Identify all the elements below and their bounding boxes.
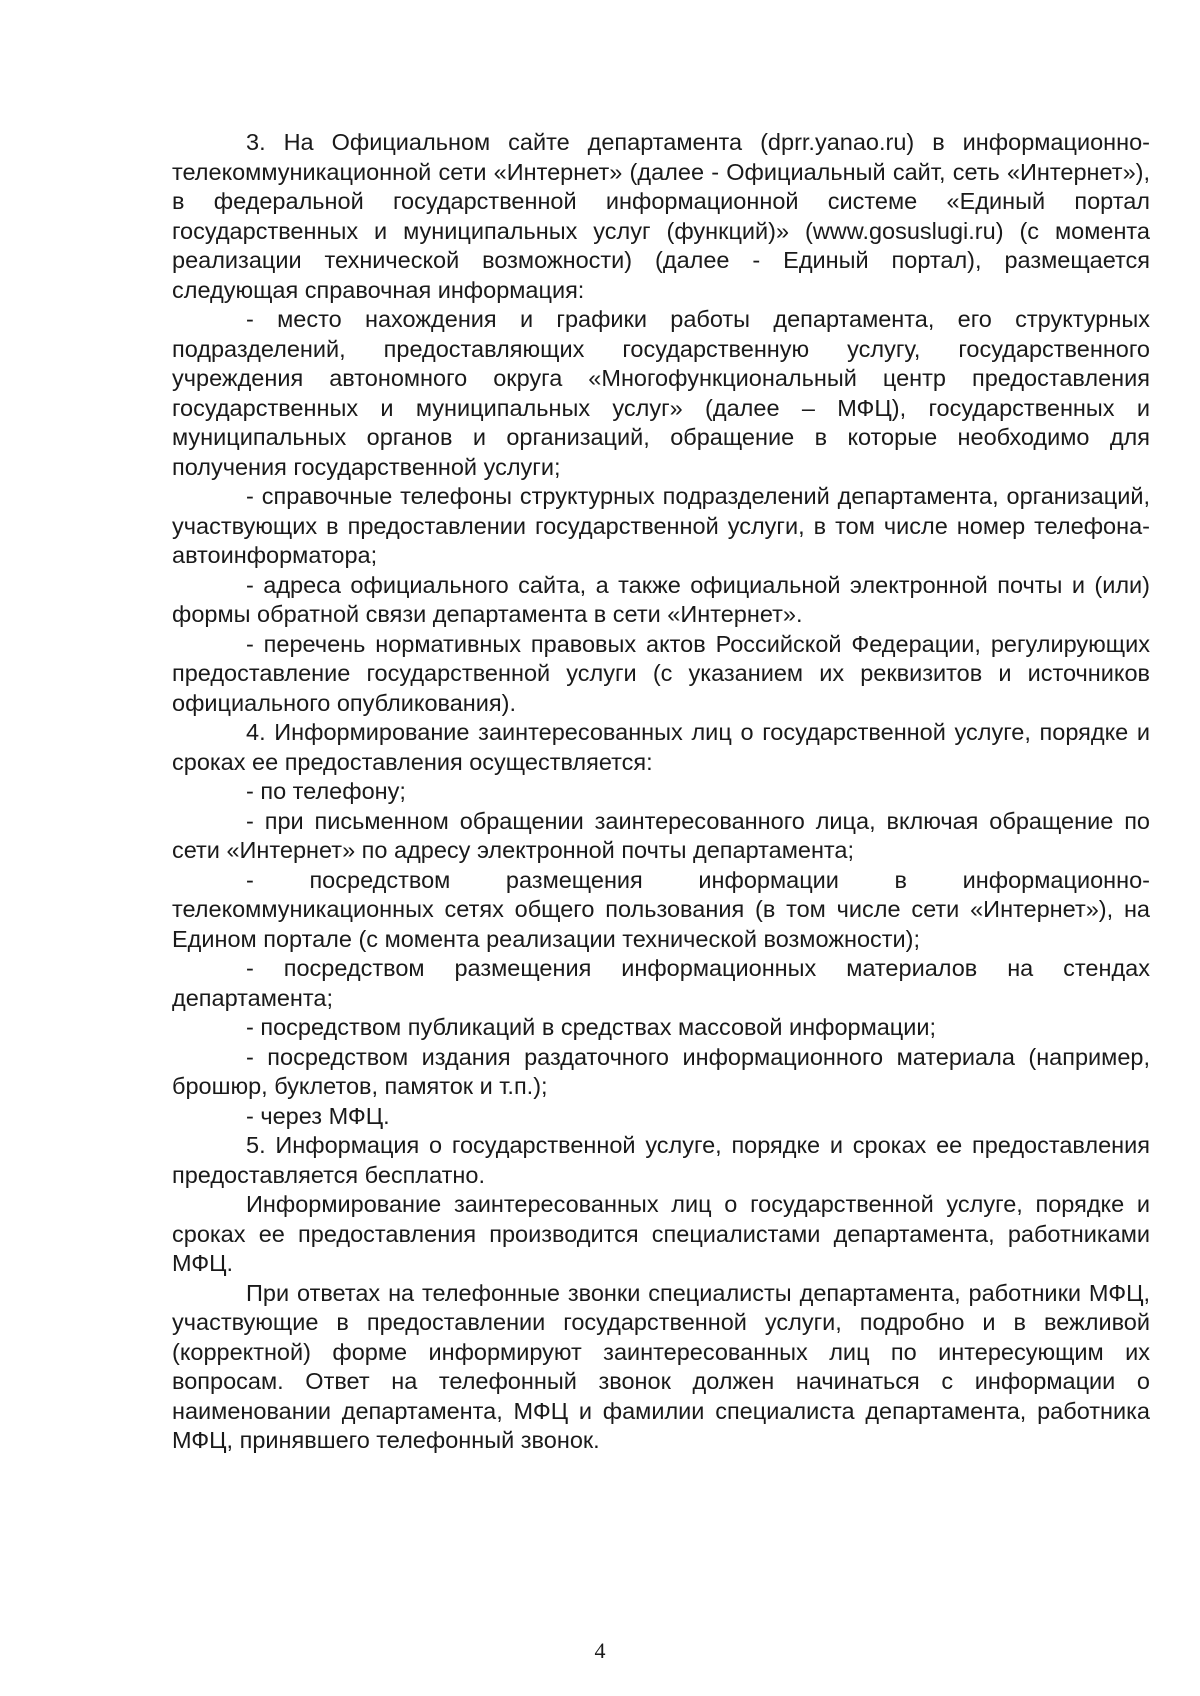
list-item-via-mfc: - через МФЦ. <box>246 1102 390 1129</box>
paragraph-section-4: 4. Информирование заинтересованных лиц о государственной услуге, порядке и сроках ее предоставления осуществляется: <box>172 719 1150 775</box>
list-item-written-request: - при письменном обращении заинтересованного лица, включая обращение по сети «Интернет» по адресу электронной почты департамента; <box>172 807 1150 863</box>
document-body <box>172 128 1150 1456</box>
paragraph-section-5: 5. Информация о государственной услуге, порядке и сроках ее предоставления предоставляется бесплатно. <box>172 1132 1150 1188</box>
list-item-location-schedule: - место нахождения и графики работы департамента, его структурных подразделений, предоставляющих государственную услугу, государственного учреждения автономного округа «Многофункциональный центр предоставления государственных и муниципальных услуг» (далее – МФЦ), государственных и муниципальных органов и организаций, обращение в которые необходимо для получения государственной услуги; <box>172 306 1150 480</box>
paragraph-informing-staff: Информирование заинтересованных лиц о государственной услуге, порядке и сроках ее предоставления производится специалистами департамента, работниками МФЦ. <box>172 1191 1150 1276</box>
list-item-stands: - посредством размещения информационных материалов на стендах департамента; <box>172 955 1150 1011</box>
list-item-mass-media: - посредством публикаций в средствах массовой информации; <box>246 1014 937 1040</box>
paragraph-section-3: 3. На Официальном сайте департамента (dprr.yanao.ru) в информационно-телекоммуникационной сети «Интернет» (далее - Официальный сайт, сеть «Интернет»), в федеральной государственной информационной системе «Единый портал государственных и муниципальных услуг (функций)» (www.gosuslugi.ru) (с момента реализации технической возможности) (далее - Единый портал), размещается следующая справочная информация: <box>172 129 1150 303</box>
list-item-handouts: - посредством издания раздаточного информационного материала (например, брошюр, буклетов, памяток и т.п.); <box>172 1043 1150 1099</box>
list-item-website-email: - адреса официального сайта, а также официальной электронной почты и (или) формы обратной связи департамента в сети «Интернет». <box>172 571 1150 627</box>
paragraph-phone-answers: При ответах на телефонные звонки специалисты департамента, работники МФЦ, участвующие в предоставлении государственной услуги, подробно и в вежливой (корректной) форме информируют заинтересованных лиц по интересующим их вопросам. Ответ на телефонный звонок должен начинаться с информации о наименовании департамента, МФЦ и фамилии специалиста департамента, работника МФЦ, принявшего телефонный звонок. <box>172 1279 1150 1453</box>
list-item-public-networks: - посредством размещения информации в информационно-телекоммуникационных сетях общего пользования (в том числе сети «Интернет»), на Едином портале (с момента реализации технической возможности); <box>172 866 1150 952</box>
list-item-by-phone: - по телефону; <box>246 778 406 804</box>
list-item-legal-acts: - перечень нормативных правовых актов Российской Федерации, регулирующих предоставление государственной услуги (с указанием их реквизитов и источников официального опубликования). <box>172 630 1150 716</box>
list-item-reference-phones: - справочные телефоны структурных подразделений департамента, организаций, участвующих в предоставлении государственной услуги, в том числе номер телефона-автоинформатора; <box>172 483 1150 568</box>
page-number: 4 <box>594 1638 606 1663</box>
